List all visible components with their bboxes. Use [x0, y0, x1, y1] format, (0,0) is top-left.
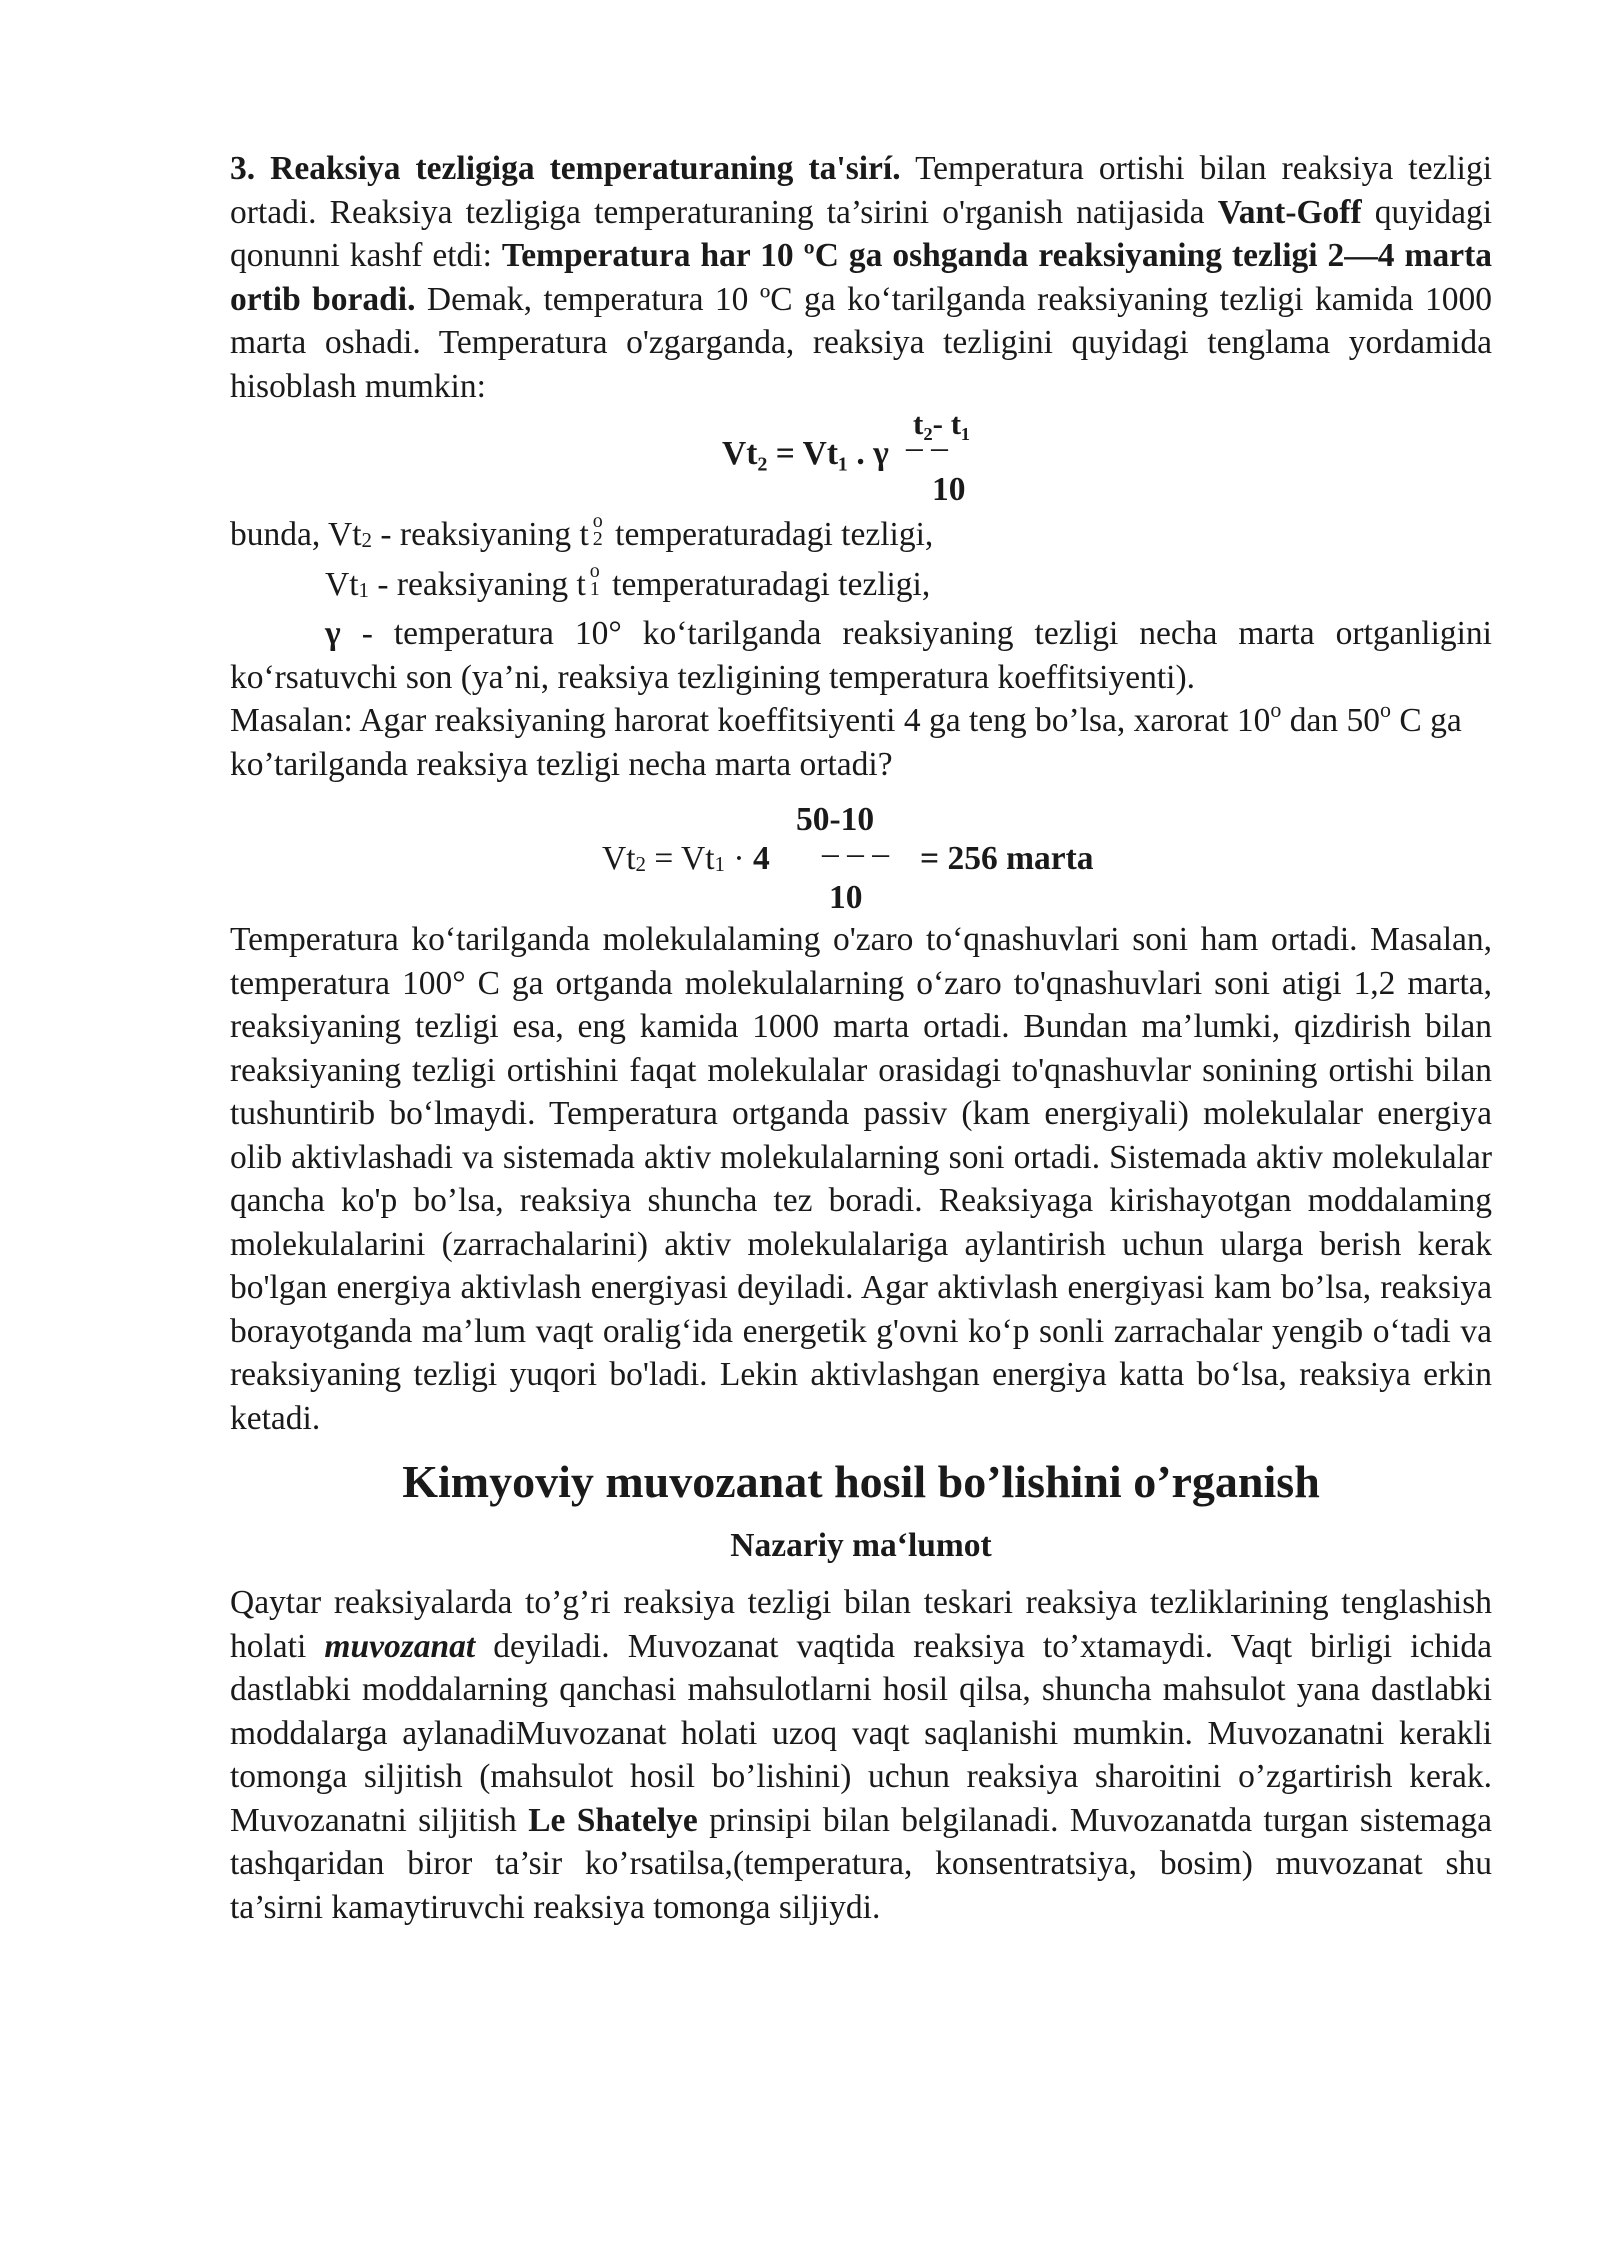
vt1-subscript: 1: [358, 577, 369, 602]
definition-gamma: [230, 612, 1492, 699]
gamma-text: - temperatura 10° ko‘tarilganda reaksiyaning tezligi necha marta ortganligini ko‘rsatuvchi son (ya’ni, reaksiya tezligining temperatura koeffitsiyenti).: [230, 615, 1492, 696]
vt2-suffix: temperaturadagi tezligi,: [606, 516, 934, 553]
section3-paragraph: [230, 147, 1492, 408]
example-text-b: dan 50: [1281, 702, 1380, 739]
definition-vt1: [230, 559, 1492, 613]
equilibrium-text-2: deyiladi. Muvozanat vaqtida reaksiya to’xtamaydi. Vaqt birligi ichida dastlabki moddalarning qanchasi mahsulotlarni hosil qilsa, shuncha mahsulot yana dastlabki moddalarga aylanadiMuvozanat holati uzoq vaqt saqlanishi mumkin. Muvozanatni kerakli tomonga siljitish (mahsulot hosil bo’lishini) uchun reaksiya sharoitini o’zgartirish kerak. Muvozanatni siljitish: [230, 1627, 1493, 1839]
example-degree-2: o: [1379, 697, 1391, 722]
formula2-sub-1: 1: [714, 852, 726, 876]
formula2-sub-2: 2: [635, 852, 646, 876]
section3-title: 3. Reaksiya tezligiga temperaturaning ta'sirí.: [230, 150, 901, 187]
t1-degree-stack: [586, 559, 604, 601]
example-text-a: Masalan: Agar reaksiyaning harorat koeffitsiyenti 4 ga teng bo’lsa, xarorat 10: [230, 702, 1271, 739]
t1-index: 1: [589, 577, 600, 600]
equilibrium-text-3: prinsipi bilan belgilanadi. Muvozanatda turgan sistemaga tashqaridan biror ta’sir ko’rsatilsa,(temperatura, konsentratsiya, bosim) muvozanat shu ta’sirni kamaytiruvchi reaksiya tomonga siljiydi.: [230, 1801, 1492, 1926]
vt1-suffix: temperaturadagi tezligi,: [603, 565, 931, 603]
vt1-label: Vt: [325, 565, 359, 603]
gamma-symbol: γ: [325, 615, 341, 652]
section3-text-1: Temperatura ortishi bilan reaksiya tezligi ortadi. Reaksiya tezligiga temperaturaning ta’sirini o'rganish natijasida: [230, 150, 1492, 231]
equilibrium-text-1: Qaytar reaksiyalarda to’g’ri reaksiya tezligi bilan teskari reaksiya tezliklarining tenglashish holati: [230, 1584, 1492, 1665]
formula2-exponent: 50-10: [796, 801, 875, 838]
t2-degree-stack: [589, 510, 607, 551]
formula2-vt2: Vt: [602, 840, 636, 877]
formula1-denominator: 10: [932, 471, 966, 508]
paragraph-equilibrium: [230, 1581, 1492, 1929]
formula2-dot: ·: [725, 840, 753, 877]
definition-vt2: [230, 510, 1492, 563]
vant-goff-law: Temperatura har 10 ºC ga oshganda reaksiyaning tezligi 2—4 marta ortib boradi.: [230, 237, 1492, 318]
formula2-base: 4: [752, 840, 770, 877]
t1-degree: o: [589, 559, 600, 582]
example-question: [230, 699, 1492, 786]
section-subheading: Nazariy ma‘lumot: [730, 1527, 992, 1564]
formula2-result: = 256 marta: [920, 840, 1094, 877]
vt2-subscript: 2: [361, 528, 373, 552]
equilibrium-term: muvozanat: [324, 1627, 476, 1665]
formula-vant-goff: [230, 408, 1492, 513]
section3-text-3: Demak, temperatura 10 ºC ga ko‘tarilganda reaksiyaning tezligi kamida 1000 marta oshadi. Temperatura o'zgarganda, reaksiya tezligini quyidagi tenglama yordamida hisoblash mumkin:: [230, 280, 1492, 405]
example-degree-1: o: [1270, 697, 1282, 722]
formula-example: [230, 800, 1492, 918]
formula1-lhs: Vt₂ = Vt₁ . γ: [722, 435, 889, 472]
example-text-c: C ga ko’tarilganda reaksiya tezligi necha marta ortadi?: [230, 702, 1462, 783]
t2-degree: o: [592, 510, 603, 532]
section3-text-2: quyidagi qonunni kashf etdi:: [230, 193, 1493, 274]
vt2-mid: - reaksiyaning t: [372, 516, 589, 553]
paragraph-activation-energy: Temperatura ko‘tarilganda molekulalaming o'zaro to‘qnashuvlari soni ham ortadi. Masalan, temperatura 100° C ga ortganda molekulalarning o‘zaro to'qnashuvlari soni atigi 1,2 marta, reaksiyaning tezligi esa, eng kamida 1000 marta ortadi. Bundan ma’lumki, qizdirish bilan reaksiyaning tezligi ortishini faqat molekulalar orasidagi to'qnashuvlar sonining ortishi bilan tushuntirib bo‘lmaydi. Temperatura ortganda passiv (kam energiyali) molekulalar energiya olib aktivlashadi va sistemada aktiv molekulalarning soni ortadi. Sistemada aktiv molekulalar qancha ko'p bo’lsa, reaksiya shuncha tez boradi. Reaksiyaga kirishayotgan moddalaming molekulalarini (zarrachalarini) aktiv molekulalariga aylantirish uchun ularga berish kerak bo'lgan energiya aktivlash energiyasi deyiladi. Agar aktivlash energiyasi kam bo’lsa, reaksiya borayotganda ma’lum vaqt oralig‘ida energetik g'ovni ko‘p sonli zarrachalar yengib o‘tadi va reaksiyaning tezligi yuqori bo'ladi. Lekin aktivlashgan energiya katta bo‘lsa, reaksiya erkin ketadi.: [230, 921, 1492, 1437]
t2-index: 2: [592, 528, 603, 550]
document-page: [230, 147, 1492, 1929]
formula1-exponent: t₂- t₁: [913, 406, 971, 441]
formula2-denominator: 10: [829, 879, 863, 916]
vt1-mid: - reaksiyaning t: [369, 565, 586, 603]
formula2-fraction-bar: – – –: [822, 835, 889, 872]
formula2-lhs: [602, 837, 770, 887]
le-shatelye-name: Le Shatelye: [528, 1801, 698, 1839]
vt2-label: bunda, Vt: [230, 516, 362, 553]
formula2-vt1: = Vt: [646, 840, 715, 877]
section-heading: Kimyoviy muvozanat hosil bo’lishini o’rganish: [402, 1456, 1320, 1507]
vant-goff-name: Vant-Goff: [1217, 193, 1362, 231]
formula1-fraction-bar: – –: [906, 429, 948, 466]
